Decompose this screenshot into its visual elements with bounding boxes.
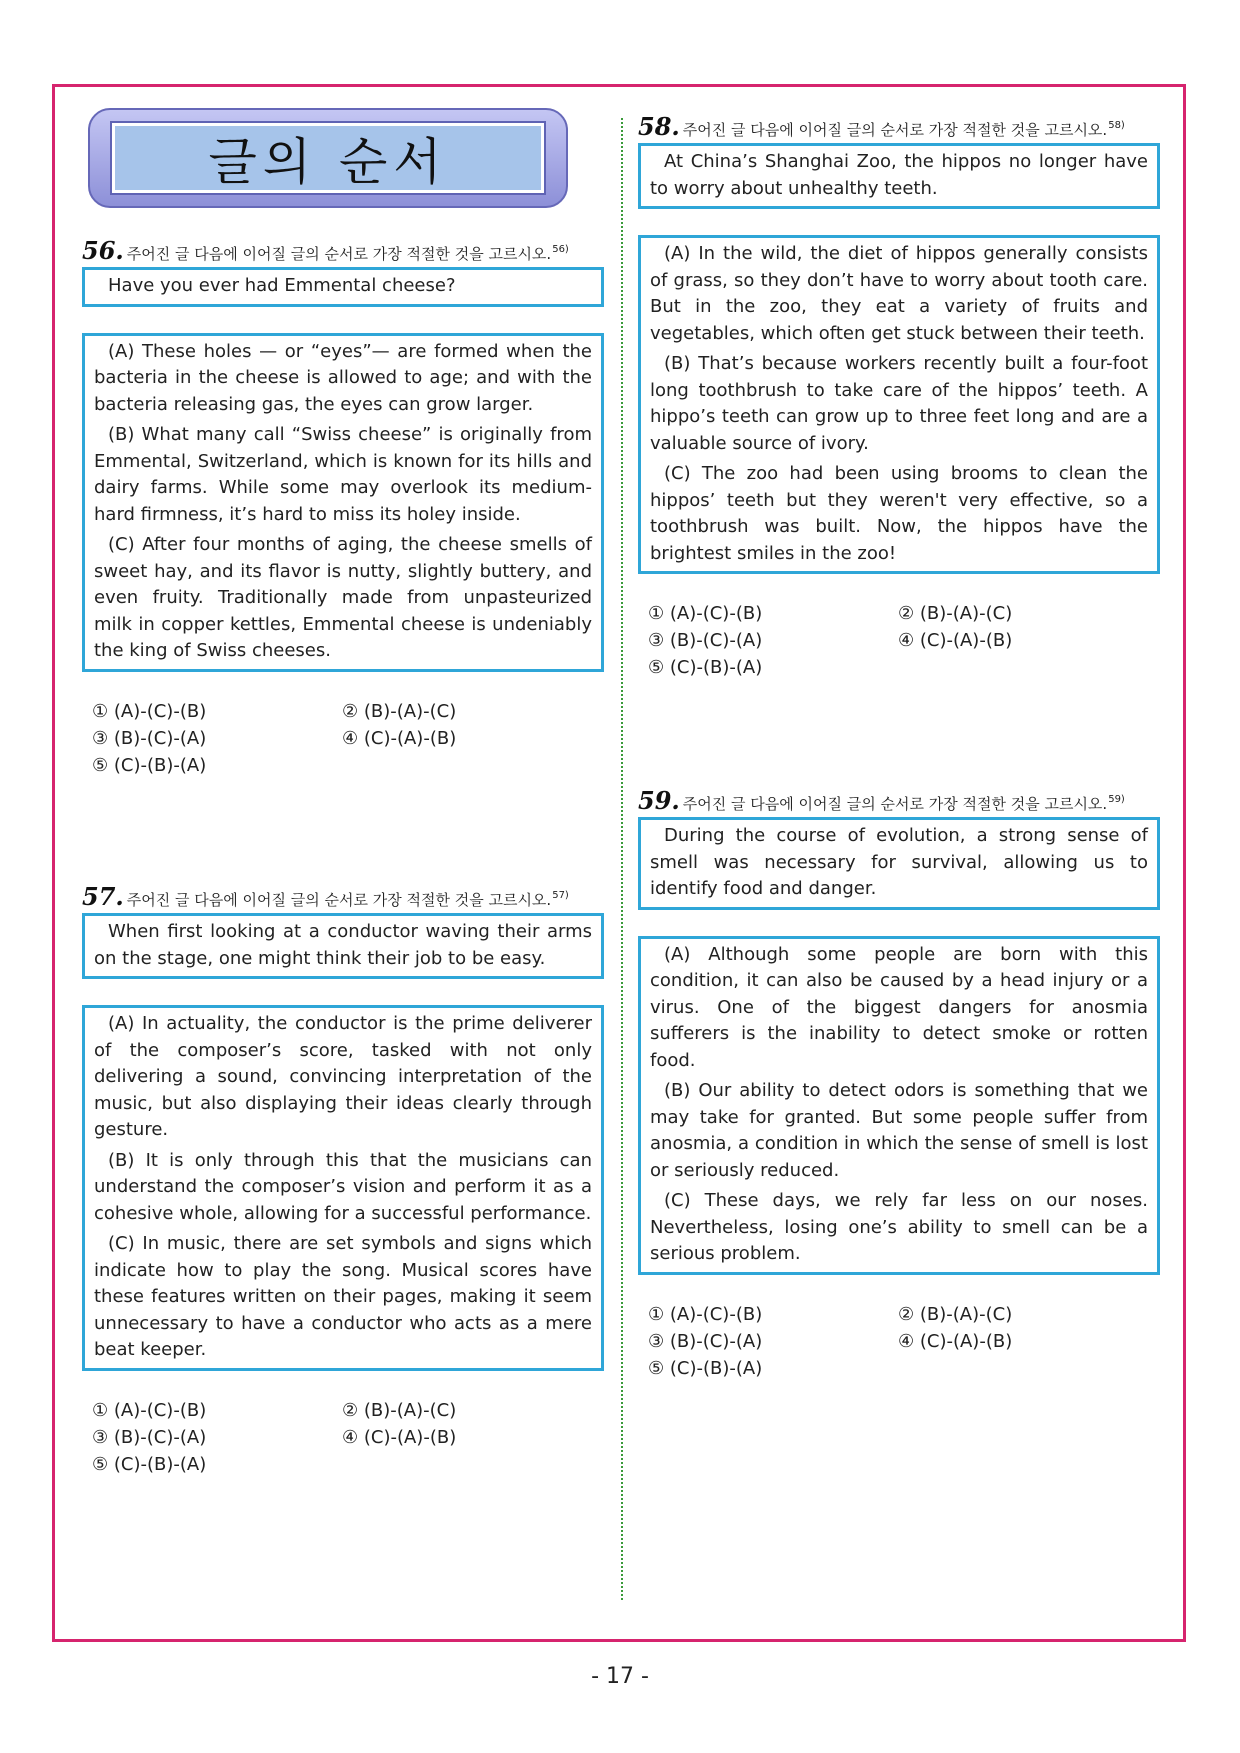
choice-2[interactable]: ② (B)-(A)-(C) [898, 603, 1013, 624]
passage-c: (C) After four months of aging, the cheese smells of sweet hay, and its flavor is nutty, slightly buttery, and even fruity. Traditionally made from unpasteurized milk in copper kettles, Emmental cheese is undeniably the king of Swiss cheeses. [94, 534, 592, 661]
section-title: 글의 순서 [208, 133, 448, 191]
footnote-marker: 59) [1108, 794, 1125, 805]
choice-2[interactable]: ② (B)-(A)-(C) [898, 1303, 1013, 1325]
choice-4[interactable]: ④ (C)-(A)-(B) [898, 630, 1013, 651]
choice-1[interactable]: ① (A)-(C)-(B) [648, 1303, 763, 1325]
question-instruction: 주어진 글 다음에 이어질 글의 순서로 가장 적절한 것을 고르시오. [126, 245, 552, 263]
choice-5[interactable]: ⑤ (C)-(B)-(A) [648, 657, 763, 678]
question-number: 58. [638, 112, 680, 141]
section-banner-inner [112, 123, 544, 193]
choice-4[interactable]: ④ (C)-(A)-(B) [898, 1330, 1013, 1352]
passage-c: (C) These days, we rely far less on our noses. Nevertheless, losing one’s ability to smell can be a serious problem. [650, 1190, 1148, 1264]
choice-4[interactable]: ④ (C)-(A)-(B) [342, 727, 457, 749]
passage-b: (B) It is only through this that the musicians can understand the composer’s vision and perform it as a cohesive whole, allowing for a successful performance. [94, 1149, 592, 1224]
passage-box [82, 1005, 604, 1371]
question-header [638, 786, 1160, 815]
choice-1[interactable]: ① (A)-(C)-(B) [648, 603, 763, 624]
passage-c: (C) In music, there are set symbols and signs which indicate how to play the song. Musical scores have these features written on their pages, making it seem unnecessary to have a conductor who acts as a mere beat keeper. [94, 1233, 592, 1360]
passage-box [638, 235, 1160, 574]
answer-choices [638, 600, 1160, 681]
section-banner [88, 108, 568, 208]
footnote-marker: 56) [552, 244, 569, 255]
answer-choices [638, 1301, 1160, 1382]
choice-3[interactable]: ③ (B)-(C)-(A) [92, 1426, 207, 1448]
choice-4[interactable]: ④ (C)-(A)-(B) [342, 1426, 457, 1448]
choice-5[interactable]: ⑤ (C)-(B)-(A) [648, 1357, 763, 1379]
given-sentence-box [82, 267, 604, 307]
passage-a: (A) These holes — or “eyes”— are formed when the bacteria in the cheese is allowed to age; and with the bacteria releasing gas, the eyes can grow larger. [94, 340, 592, 415]
passage-box [638, 936, 1160, 1275]
choice-3[interactable]: ③ (B)-(C)-(A) [92, 727, 207, 749]
question-59 [638, 786, 1160, 1382]
given-sentence: When first looking at a conductor waving their arms on the stage, one might think their job to be easy. [94, 921, 592, 969]
choice-5[interactable]: ⑤ (C)-(B)-(A) [92, 1453, 207, 1475]
question-header [82, 882, 604, 911]
answer-choices [82, 1397, 604, 1478]
given-sentence-box [82, 913, 604, 979]
question-instruction: 주어진 글 다음에 이어질 글의 순서로 가장 적절한 것을 고르시오. [682, 121, 1108, 139]
question-57 [82, 882, 604, 1478]
passage-a: (A) In actuality, the conductor is the prime deliverer of the composer’s score, tasked with not only delivering a sound, convincing interpretation of the music, but also displaying their ideas clearly through gesture. [94, 1013, 592, 1140]
question-number: 59. [638, 786, 680, 815]
choice-1[interactable]: ① (A)-(C)-(B) [92, 700, 207, 722]
passage-b: (B) What many call “Swiss cheese” is originally from Emmental, Switzerland, which is known for its hills and dairy farms. While some may overlook its medium-hard firmness, it’s hard to miss its holey inside. [94, 424, 592, 525]
passage-b: (B) Our ability to detect odors is something that we may take for granted. But some people suffer from anosmia, a condition in which the sense of smell is lost or seriously reduced. [650, 1080, 1148, 1181]
question-instruction: 주어진 글 다음에 이어질 글의 순서로 가장 적절한 것을 고르시오. [682, 795, 1108, 813]
passage-b: (B) That’s because workers recently built a four-foot long toothbrush to take care of the hippos’ teeth. A hippo’s teeth can grow up to three feet long and are a valuable source of ivory. [650, 353, 1148, 454]
question-56 [82, 236, 604, 779]
passage-c: (C) The zoo had been using brooms to clean the hippos’ teeth but they weren't very effective, so a toothbrush was built. Now, the hippos have the brightest smiles in the zoo! [650, 463, 1148, 564]
page-number: - 17 - [591, 1664, 649, 1689]
footnote-marker: 58) [1108, 120, 1125, 131]
choice-5[interactable]: ⑤ (C)-(B)-(A) [92, 754, 207, 776]
choice-3[interactable]: ③ (B)-(C)-(A) [648, 1330, 763, 1352]
given-sentence-box [638, 817, 1160, 910]
given-sentence: At China’s Shanghai Zoo, the hippos no longer have to worry about unhealthy teeth. [650, 151, 1148, 199]
question-instruction: 주어진 글 다음에 이어질 글의 순서로 가장 적절한 것을 고르시오. [126, 891, 552, 909]
question-number: 57. [82, 882, 124, 911]
given-sentence-box [638, 143, 1160, 209]
question-header [82, 236, 604, 265]
question-58 [638, 112, 1160, 681]
given-sentence: Have you ever had Emmental cheese? [108, 275, 456, 296]
choice-3[interactable]: ③ (B)-(C)-(A) [648, 630, 763, 651]
given-sentence: During the course of evolution, a strong sense of smell was necessary for survival, allowing us to identify food and danger. [650, 825, 1148, 899]
passage-a: (A) In the wild, the diet of hippos generally consists of grass, so they don’t have to worry about tooth care. But in the zoo, they eat a variety of fruits and vegetables, which often get stuck between their teeth. [650, 243, 1148, 344]
question-header [638, 112, 1160, 141]
choice-2[interactable]: ② (B)-(A)-(C) [342, 1399, 457, 1421]
passage-a: (A) Although some people are born with this condition, it can also be caused by a head injury or a virus. One of the biggest dangers for anosmia sufferers is the inability to detect smoke or rotten food. [650, 943, 1148, 1071]
column-divider [621, 118, 623, 1600]
choice-1[interactable]: ① (A)-(C)-(B) [92, 1399, 207, 1421]
answer-choices [82, 698, 604, 779]
footnote-marker: 57) [552, 890, 569, 901]
choice-2[interactable]: ② (B)-(A)-(C) [342, 700, 457, 722]
passage-box [82, 333, 604, 672]
question-number: 56. [82, 236, 124, 265]
